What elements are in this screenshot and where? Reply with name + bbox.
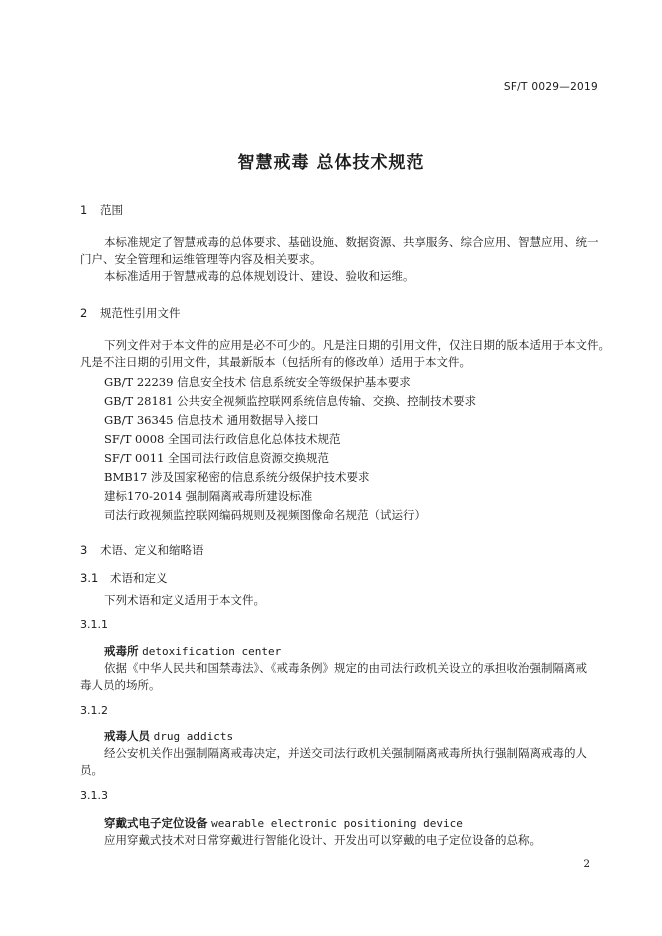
section-title: 规范性引用文件 bbox=[100, 306, 181, 320]
term-english: wearable electronic positioning device bbox=[211, 817, 463, 830]
definition-line: 应用穿戴式技术对日常穿戴进行智能化设计、开发出可以穿戴的电子定位设备的总称。 bbox=[104, 833, 541, 847]
term-entry bbox=[104, 815, 463, 831]
section-number: 2 bbox=[80, 306, 88, 320]
section-3-heading bbox=[80, 542, 204, 558]
term-chinese: 穿戴式电子定位设备 bbox=[104, 816, 208, 830]
reference-item: SF/T 0011 全国司法行政信息资源交换规范 bbox=[104, 451, 329, 465]
reference-item: SF/T 0008 全国司法行政信息化总体技术规范 bbox=[104, 432, 341, 446]
clause-number: 3.1.1 bbox=[80, 618, 108, 631]
paragraph-line: 本标准适用于智慧戒毒的总体规划设计、建设、验收和运维。 bbox=[104, 269, 415, 283]
section-title: 术语、定义和缩略语 bbox=[100, 543, 204, 557]
subsection-number: 3.1 bbox=[80, 571, 99, 585]
paragraph-line: 门户、安全管理和运维管理等内容及相关要求。 bbox=[80, 252, 322, 266]
document-title: 智慧戒毒 总体技术规范 bbox=[237, 153, 425, 173]
paragraph-line: 下列术语和定义适用于本文件。 bbox=[104, 593, 265, 607]
term-entry bbox=[104, 728, 233, 744]
definition-line: 经公安机关作出强制隔离戒毒决定，并送交司法行政机关强制隔离戒毒所执行强制隔离戒毒的人 bbox=[104, 746, 587, 760]
section-2-heading bbox=[80, 305, 181, 321]
subsection-title: 术语和定义 bbox=[110, 571, 168, 585]
definition-line: 员。 bbox=[80, 763, 103, 777]
paragraph-line: 下列文件对于本文件的应用是必不可少的。凡是注日期的引用文件，仅注日期的版本适用于本文件。 bbox=[104, 338, 610, 352]
reference-item: GB/T 36345 信息技术 通用数据导入接口 bbox=[104, 413, 319, 427]
clause-number: 3.1.3 bbox=[80, 789, 108, 802]
reference-item: 建标170-2014 强制隔离戒毒所建设标准 bbox=[104, 489, 313, 503]
definition-line: 毒人员的场所。 bbox=[80, 678, 161, 692]
standard-number: SF/T 0029—2019 bbox=[503, 81, 598, 93]
term-entry bbox=[104, 643, 281, 659]
page-number: 2 bbox=[583, 858, 590, 870]
section-number: 1 bbox=[80, 203, 88, 217]
section-number: 3 bbox=[80, 543, 88, 557]
reference-item: GB/T 28181 公共安全视频监控联网系统信息传输、交换、控制技术要求 bbox=[104, 394, 477, 408]
section-title: 范围 bbox=[100, 203, 123, 217]
subsection-3-1-heading bbox=[80, 570, 168, 586]
term-chinese: 戒毒人员 bbox=[104, 729, 150, 743]
term-english: drug addicts bbox=[153, 730, 234, 743]
reference-item: GB/T 22239 信息安全技术 信息系统安全等级保护基本要求 bbox=[104, 375, 411, 389]
reference-item: BMB17 涉及国家秘密的信息系统分级保护技术要求 bbox=[104, 470, 370, 484]
definition-line: 依据《中华人民共和国禁毒法》、《戒毒条例》规定的由司法行政机关设立的承担收治强制隔离戒 bbox=[104, 661, 587, 675]
term-english: detoxification center bbox=[142, 645, 282, 658]
section-1-heading bbox=[80, 202, 123, 218]
paragraph-line: 凡是不注日期的引用文件，其最新版本（包括所有的修改单）适用于本文件。 bbox=[80, 355, 471, 369]
term-chinese: 戒毒所 bbox=[104, 644, 139, 658]
reference-item: 司法行政视频监控联网编码规则及视频图像命名规范（试运行） bbox=[104, 508, 426, 522]
paragraph-line: 本标准规定了智慧戒毒的总体要求、基础设施、数据资源、共享服务、综合应用、智慧应用、统一 bbox=[104, 235, 599, 249]
clause-number: 3.1.2 bbox=[80, 704, 108, 717]
